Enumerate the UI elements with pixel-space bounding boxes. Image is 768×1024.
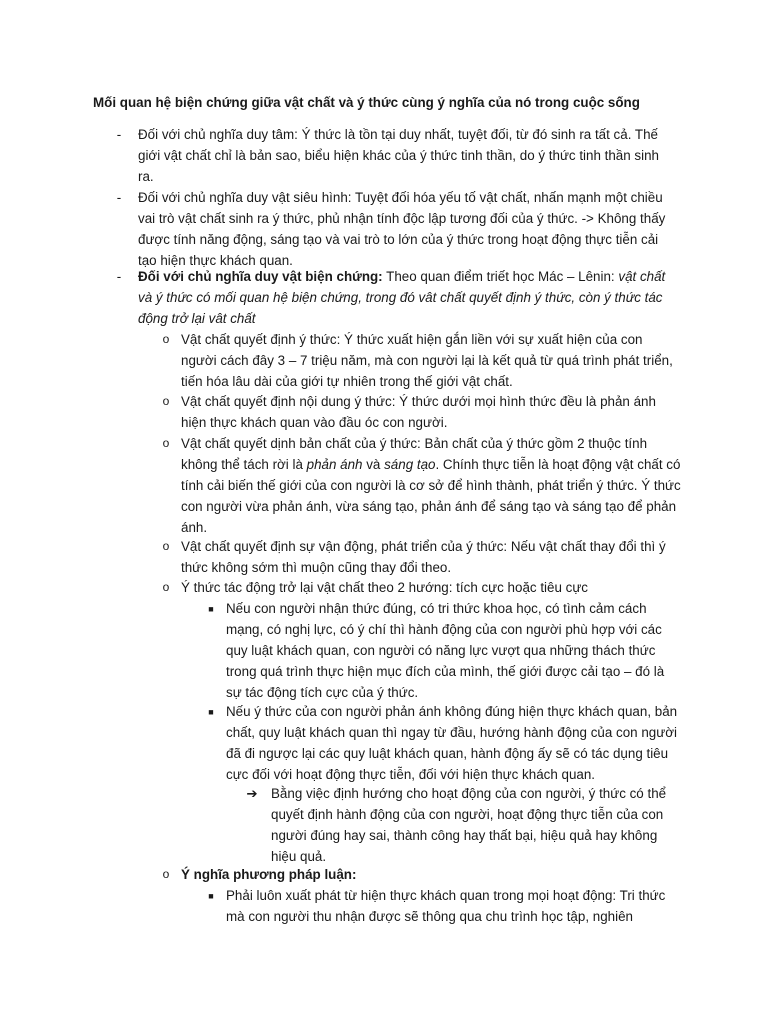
- sub-item-content: [162, 391, 681, 433]
- list-item-idealism: [116, 124, 678, 187]
- sub-item-text: Ý thức tác động trở lại vật chất theo 2 hướng: tích cực hoặc tiêu cực: [181, 580, 588, 595]
- list-item-text: Đối với chủ nghĩa duy tâm: Ý thức là tồn tại duy nhất, tuyệt đối, từ đó sinh ra tất cả. Thế giới vật chất chỉ là bản sao, biểu hiện khác của ý thức tinh thần, do ý thức tinh thần sinh ra.: [138, 127, 659, 184]
- circle-bullet: o: [162, 867, 170, 881]
- sub-item-feedback: [162, 577, 681, 598]
- detail-item-positive: [208, 598, 681, 703]
- sub-item-text: . Chính thực tiễn là hoạt động vật chất có tính cải biến thế giới của con người là cơ sở để hình thành, phát triển ý thức. Ý thức con người vừa phản ánh, vừa sáng tạo, phản ánh để sáng tạo và sáng tạo để phản ánh.: [181, 457, 681, 535]
- sub-item-methodology: [162, 864, 681, 885]
- detail-item-text: Phải luôn xuất phát từ hiện thực khách quan trong mọi hoạt động: Tri thức mà con người thu nhận được sẽ thông qua chu trình học tập, nghiên: [226, 888, 666, 924]
- sub-item-nature: [162, 433, 681, 538]
- italic-term: phản ánh: [306, 457, 363, 472]
- sub-item-text: Vật chất quyết định ý thức: Ý thức xuất hiện gắn liền với sự xuất hiện của con người cách đây 3 – 7 triệu năm, mà con người lại là kết quả từ quá trình phát triển, tiến hóa lâu dài của giới tự nhiên trong thế giới vật chất.: [181, 332, 673, 389]
- list-item-dialectical-materialism: [116, 266, 678, 329]
- circle-bullet: o: [162, 332, 170, 346]
- detail-item-objective-reality: [208, 885, 681, 927]
- arrow-icon: ➔: [246, 786, 258, 801]
- circle-bullet: o: [162, 580, 170, 594]
- sub-item-movement: [162, 536, 681, 578]
- list-item-metaphysical-materialism: [116, 187, 678, 271]
- sub-item-origin: [162, 329, 681, 392]
- circle-bullet: o: [162, 436, 170, 450]
- list-item-text: Theo quan điểm triết học Mác – Lênin:: [382, 269, 619, 284]
- square-bullet: ■: [208, 891, 214, 901]
- detail-item-text: Nếu con người nhận thức đúng, có tri thức khoa học, có tình cảm cách mạng, có nghị lực, có ý chí thì hành động của con người phù hợp với các quy luật khách quan, con người có năng lực vượt qua những thách thức trong quá trình thực hiện mục đích của mình, thế giới được cải tạo – đó là sự tác động tích cực của ý thức.: [226, 601, 665, 700]
- italic-term: sáng tạo: [384, 457, 436, 472]
- dash-bullet: -: [116, 190, 122, 205]
- detail-item-negative: [208, 701, 681, 785]
- circle-bullet: o: [162, 394, 170, 408]
- sub-item-text: Vật chất quyết định nội dung ý thức: Ý thức dưới mọi hình thức đều là phản ánh hiện thực khách quan vào đầu óc con người.: [181, 394, 656, 430]
- circle-bullet: o: [162, 539, 170, 553]
- arrow-item-text: Bằng việc định hướng cho hoạt động của con người, ý thức có thể quyết định hành động của con người, hoạt động thực tiễn của con người đúng hay sai, thành công hay thất bại, hiệu quả hay không hiệu quả.: [271, 786, 667, 864]
- sub-item-text: Vật chất quyết dịnh bản chất của ý thức: Bản chất của ý thức gồm 2 thuộc tính không thể tách rời là: [181, 436, 648, 472]
- list-item-italic: vật chất và ý thức có mối quan hệ biện chứng, trong đó vât chất quyết định ý thức, còn ý thức tác động trở lại vât chất: [138, 269, 666, 326]
- square-bullet: ■: [208, 707, 214, 717]
- sub-item-text: và: [362, 457, 385, 472]
- sub-item-text: Vật chất quyết định sự vận động, phát triển của ý thức: Nếu vật chất thay đổi thì ý thức không sớm thì muộn cũng thay đổi theo.: [181, 539, 666, 575]
- document-title: Mối quan hệ biện chứng giữa vật chất và ý thức cùng ý nghĩa của nó trong cuộc sống: [93, 95, 640, 110]
- arrow-item-orientation: [246, 783, 681, 867]
- dash-bullet: -: [116, 127, 122, 142]
- list-item-text: Đối với chủ nghĩa duy vật siêu hình: Tuyệt đối hóa yếu tố vật chất, nhấn mạnh một chiều vai trò vật chất sinh ra ý thức, phủ nhận tính độc lập tương đối của ý thức. -> Không thấy được tính năng động, sáng tạo và vai trò to lớn của ý thức trong hoạt động thực tiễn cải tạo hiện thực khách quan.: [138, 190, 666, 268]
- square-bullet: ■: [208, 604, 214, 614]
- list-item-lead: Đối với chủ nghĩa duy vật biện chứng:: [138, 269, 383, 284]
- sub-item-heading: Ý nghĩa phương pháp luận:: [181, 867, 357, 882]
- dash-bullet: -: [116, 269, 122, 284]
- detail-item-text: Nếu ý thức của con người phản ánh không đúng hiện thực khách quan, bản chất, quy luật khách quan thì ngay từ đầu, hướng hành động của con người đã đi ngược lại các quy luật khách quan, hành động ấy sẽ có tác dụng tiêu cực đối với hoạt động thực tiễn, đối với hiện thực khách quan.: [226, 704, 678, 782]
